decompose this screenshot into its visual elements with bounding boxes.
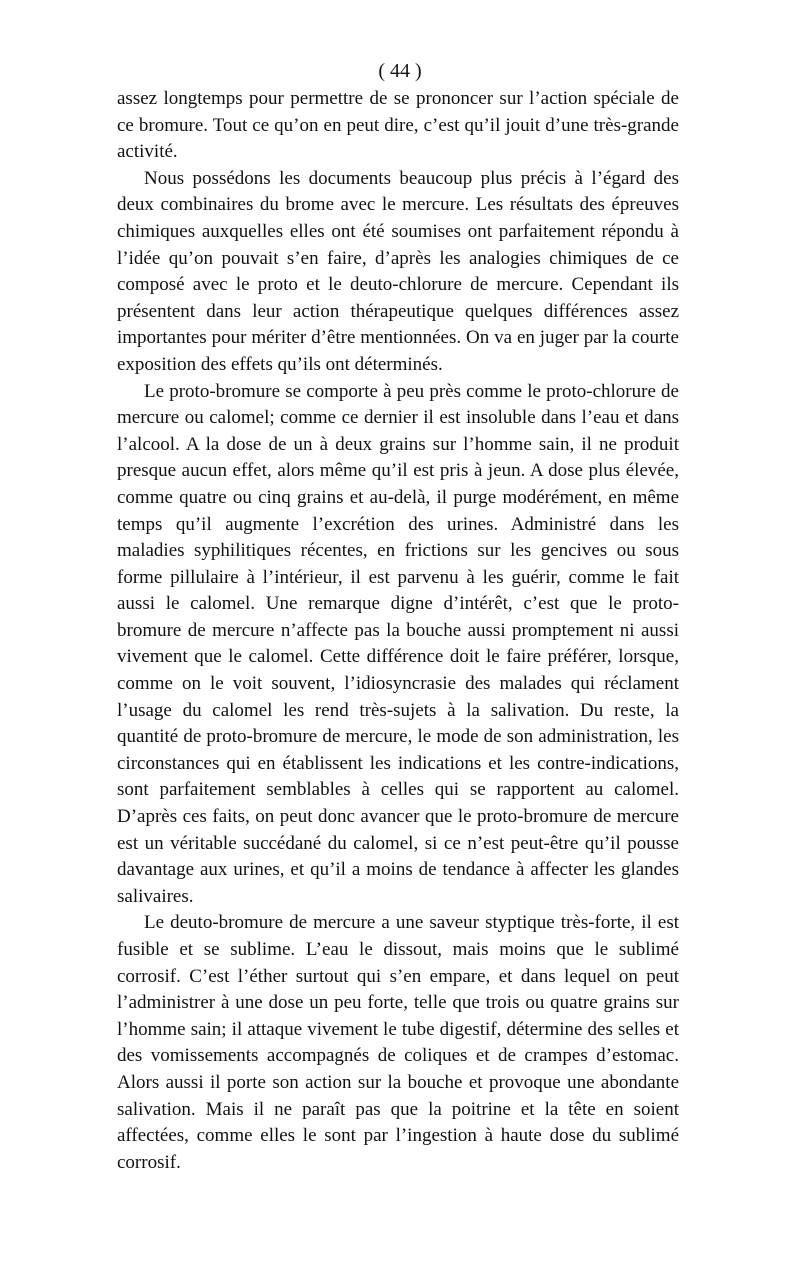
- paragraph-mercury-compounds: Nous possédons les documents beaucoup plus précis à l’égard des deux combinaires du brome avec le mercure. Les résultats des épreuves chimiques auxquelles elles ont été soumises ont parfaitement répondu à l’idée qu’on pouvait s’en faire, d’après les analogies chimiques de ce composé avec le proto et le deuto-chlorure de mercure. Cependant ils présentent dans leur action thérapeutique quelques différences assez importantes pour mériter d’être mentionnées. On va en juger par la courte exposition des effets qu’ils ont déterminés.: [117, 167, 679, 375]
- paragraph-continuation: assez longtemps pour permettre de se prononcer sur l’action spéciale de ce bromure. Tout ce qu’on en peut dire, c’est qu’il jouit d’une très-grande activité.: [117, 88, 679, 163]
- paragraph-proto-bromure: Le proto-bromure se comporte à peu près comme le proto-chlorure de mercure ou calomel; comme ce dernier il est insoluble dans l’eau et dans l’alcool. A la dose de un à deux grains sur l’homme sain, il ne produit presque aucun effet, alors même qu’il est pris à jeun. A dose plus élevée, comme quatre ou cinq grains et au-delà, il purge modérément, en même temps qu’il augmente l’excrétion des urines. Administré dans les maladies syphilitiques récentes, en frictions sur les gencives ou sous forme pillulaire à l’intérieur, il est parvenu à les guérir, comme le fait aussi le calomel. Une remarque digne d’intérêt, c’est que le proto-bromure de mercure n’affecte pas la bouche aussi promptement ni aussi vivement que le calomel. Cette différence doit le faire préférer, lorsque, comme on le voit souvent, l’idiosyncrasie des malades qui réclament l’usage du calomel les rend très-sujets à la salivation. Du reste, la quantité de proto-bromure de mercure, le mode de son administration, les circonstances qui en établissent les indications et les contre-indications, sont parfaitement semblables à celles qui se rapportent au calomel. D’après ces faits, on peut donc avancer que le proto-bromure de mercure est un véritable succédané du calomel, si ce n’est peut-être qu’il pousse davantage aux urines, et qu’il a moins de tendance à affecter les glandes salivaires.: [117, 380, 679, 907]
- body-text: [117, 86, 679, 1176]
- paragraph-deuto-bromure: Le deuto-bromure de mercure a une saveur styptique très-forte, il est fusible et se sublime. L’eau le dissout, mais moins que le sublimé corrosif. C’est l’éther surtout qui s’en empare, et dans lequel on peut l’administrer à une dose un peu forte, telle que trois ou quatre grains sur l’homme sain; il attaque vivement le tube digestif, détermine des selles et des vomissements accompagnés de coliques et de crampes d’estomac. Alors aussi il porte son action sur la bouche et provoque une abondante salivation. Mais il ne paraît pas que la poitrine et la tête en soient affectées, comme elles le sont par l’ingestion à haute dose du sublimé corrosif.: [117, 912, 679, 1173]
- page-number: ( 44 ): [378, 60, 422, 82]
